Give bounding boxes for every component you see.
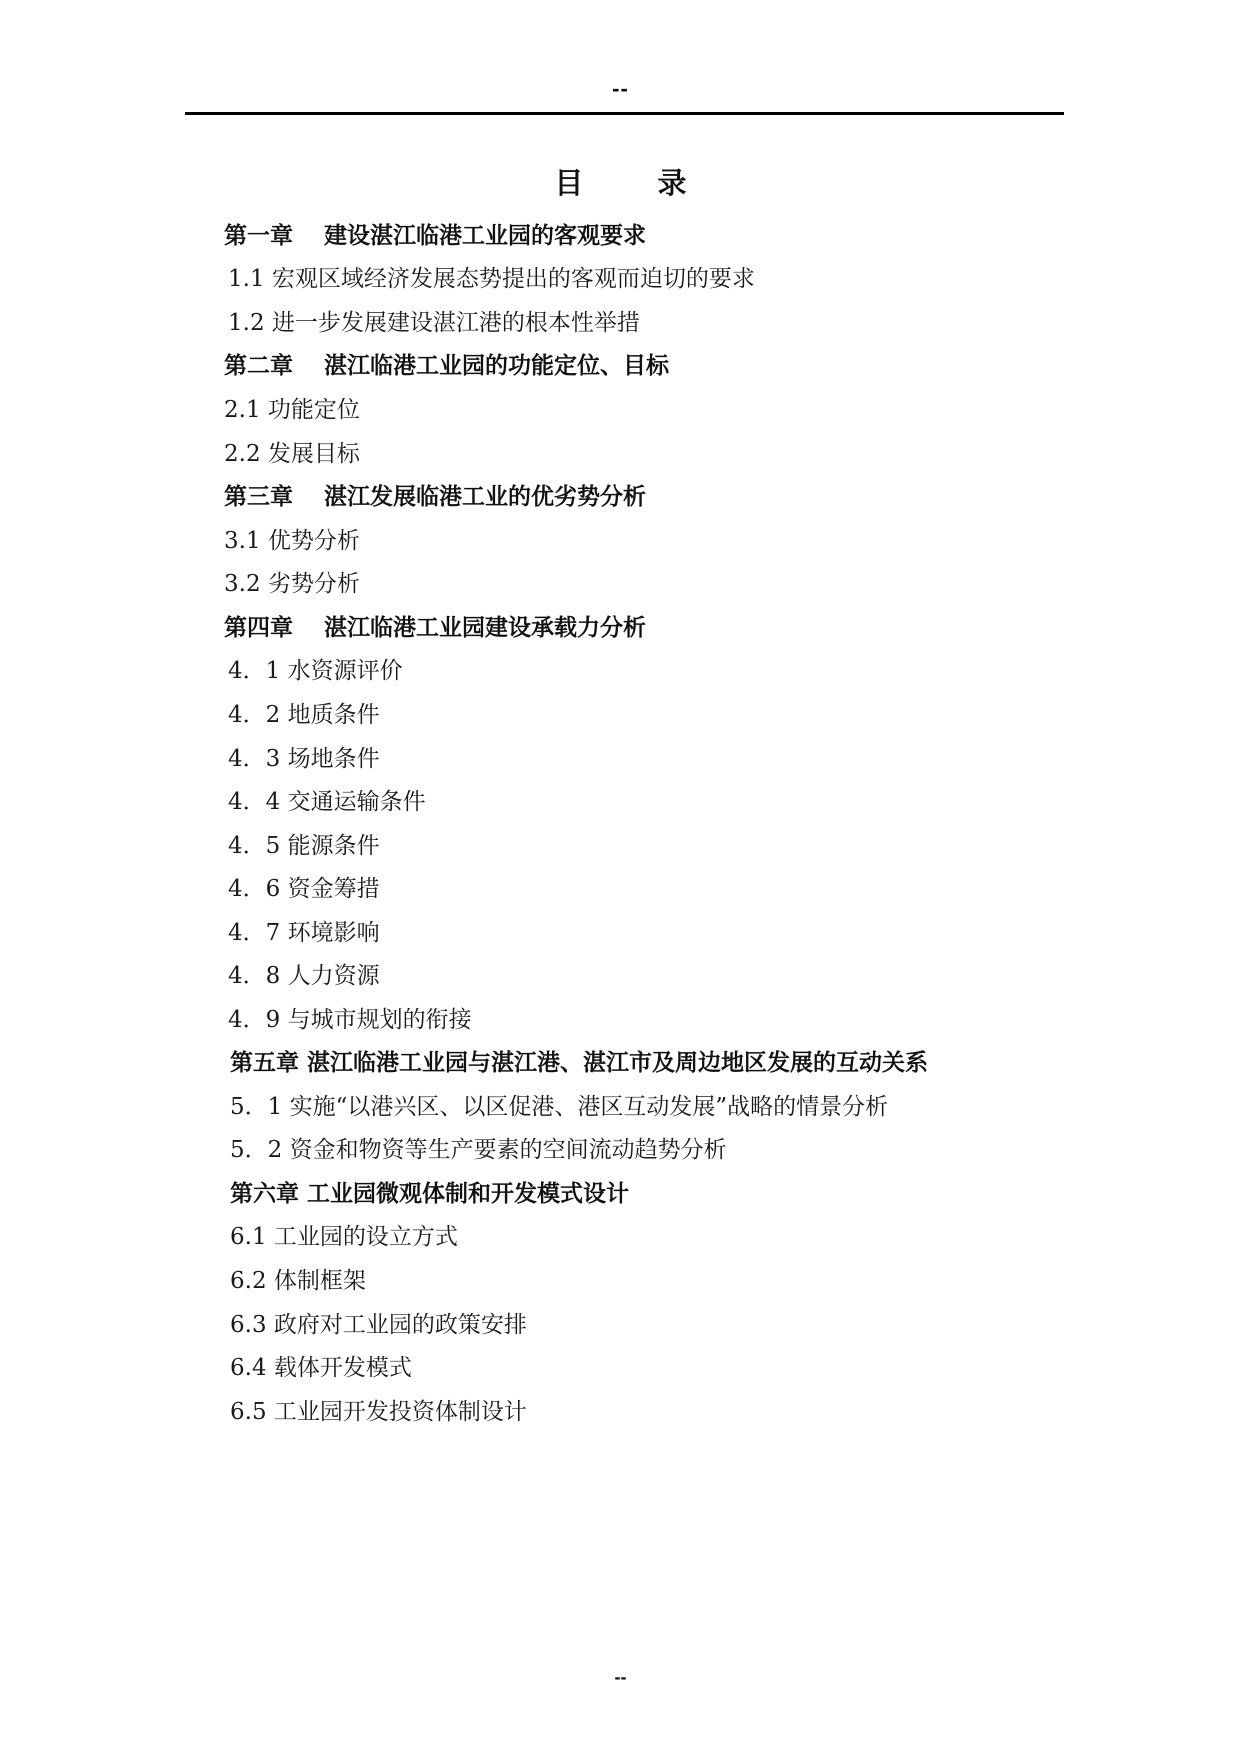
toc-section-item: 6.4 载体开发模式 (230, 1355, 412, 1381)
toc-section-item: 5．2 资金和物资等生产要素的空间流动趋势分析 (230, 1137, 727, 1163)
toc-title-char-2: 录 (657, 166, 687, 200)
toc-section-item: 6.3 政府对工业园的政策安排 (230, 1312, 527, 1338)
toc-section-item: 4．3 场地条件 (228, 746, 380, 772)
toc-chapter-heading: 第二章 湛江临港工业园的功能定位、目标 (224, 353, 670, 379)
toc-section-item: 5．1 实施“以港兴区、以区促港、港区互动发展”战略的情景分析 (230, 1094, 889, 1120)
toc-chapter-heading: 第五章 湛江临港工业园与湛江港、湛江市及周边地区发展的互动关系 (230, 1050, 929, 1076)
toc-title (0, 163, 1241, 203)
page-header-mark: -- (612, 76, 629, 101)
toc-list (0, 218, 1241, 1608)
toc-section-item: 4．6 资金筹措 (228, 876, 380, 902)
toc-section-item: 6.1 工业园的设立方式 (230, 1224, 458, 1250)
header-rule (185, 112, 1064, 115)
toc-section-item: 3.2 劣势分析 (224, 571, 360, 597)
toc-section-item: 2.2 发展目标 (224, 441, 360, 467)
toc-section-item: 2.1 功能定位 (224, 397, 360, 423)
page-footer-mark: -- (614, 1667, 627, 1687)
toc-section-item: 4．9 与城市规划的衔接 (228, 1007, 472, 1033)
toc-chapter-heading: 第一章 建设湛江临港工业园的客观要求 (224, 223, 647, 249)
toc-title-char-1: 目 (554, 166, 584, 200)
toc-section-item: 4．2 地质条件 (228, 702, 380, 728)
toc-chapter-heading: 第六章 工业园微观体制和开发模式设计 (230, 1181, 630, 1207)
toc-chapter-heading: 第四章 湛江临港工业园建设承载力分析 (224, 615, 647, 641)
toc-section-item: 3.1 优势分析 (224, 528, 360, 554)
toc-section-item: 6.2 体制框架 (230, 1268, 366, 1294)
toc-section-item: 6.5 工业园开发投资体制设计 (230, 1399, 527, 1425)
toc-section-item: 4．7 环境影响 (228, 920, 380, 946)
toc-chapter-heading: 第三章 湛江发展临港工业的优劣势分析 (224, 484, 647, 510)
toc-section-item: 4．4 交通运输条件 (228, 789, 426, 815)
toc-section-item: 4．5 能源条件 (228, 833, 380, 859)
toc-section-item: 4．8 人力资源 (228, 963, 380, 989)
toc-section-item: 1.2 进一步发展建设湛江港的根本性举措 (228, 310, 640, 336)
toc-section-item: 4．1 水资源评价 (228, 658, 403, 684)
toc-section-item: 1.1 宏观区域经济发展态势提出的客观而迫切的要求 (228, 266, 755, 292)
